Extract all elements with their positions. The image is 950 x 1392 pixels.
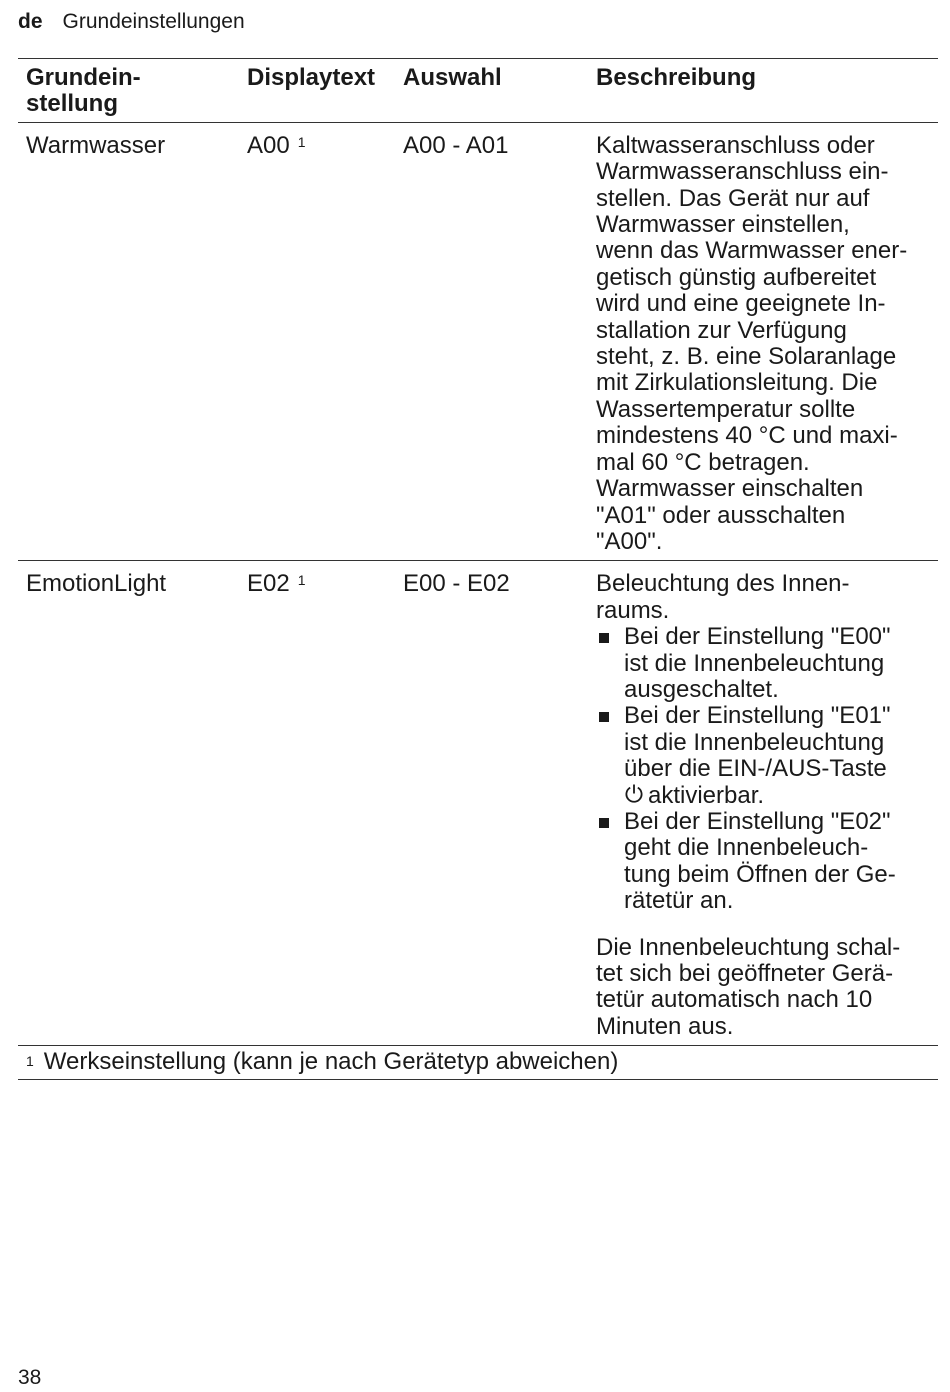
column-header-description-label: Beschreibung [596, 64, 757, 91]
selection-range: A00 - A01 [403, 131, 509, 159]
table-footnote [18, 1045, 938, 1079]
footnote-text: Werkseinstellung (kann je nach Gerätetyp abweichen) [43, 1048, 619, 1076]
description-note: Die Innenbeleuchtung schal- tet sich bei geöffneter Gerä- tetür automatisch nach 10 Minuten aus. [596, 933, 901, 1040]
power-icon [624, 783, 644, 805]
settings-table [18, 58, 938, 1080]
column-header-description [596, 59, 936, 122]
column-header-display: Displaytext [247, 64, 376, 91]
bullet-square-icon [599, 818, 609, 828]
description-cell [596, 561, 936, 1045]
page-number: 38 [18, 1366, 42, 1389]
bullet-square-icon [599, 712, 609, 722]
footnote-marker: 1 [297, 133, 306, 150]
list-item-text: Bei der Einstellung "E00" ist die Innenbeleuchtung ausgeschaltet. [624, 623, 891, 703]
column-header-setting: Grundein- stellung [26, 64, 141, 118]
list-item [596, 624, 936, 703]
display-text [247, 561, 397, 597]
list-item [596, 703, 936, 809]
selection-range: E00 - E02 [403, 570, 510, 598]
table-header-row [18, 58, 938, 122]
display-text [247, 123, 397, 159]
description-cell [596, 123, 936, 561]
description-text: Kaltwasseranschluss oder Warmwasseranschluss ein- stellen. Das Gerät nur auf Warmwasser einstellen, wenn das Warmwasser ener- getisch günstig aufbereitet wird und eine geeignete In- stallation zur Verfügung steht, z. B. eine Solaranlage mit Zirkulationsleitung. Die Wassertemperatur sollte mindestens 40 °C und maxi- mal 60 °C betragen. Warmwasser einschalten "A01" oder ausschalten "A00". [596, 131, 908, 555]
list-item-text: Bei der Einstellung "E02" geht die Innenbeleuch- tung beim Öffnen der Ge- rätetür an. [624, 807, 896, 915]
table-row [18, 122, 938, 561]
display-value: A00 [247, 131, 290, 159]
list-item [596, 809, 936, 915]
display-value: E02 [247, 570, 290, 598]
setting-name: EmotionLight [26, 570, 167, 598]
list-item-text-tail: aktivierbar. [648, 781, 765, 809]
page-header [18, 8, 245, 36]
table-row [18, 560, 938, 1045]
description-intro: Beleuchtung des Innen- raums. [596, 570, 850, 624]
column-header-selection: Auswahl [403, 64, 502, 91]
setting-name: Warmwasser [26, 131, 166, 159]
footnote-marker: 1 [26, 1053, 34, 1070]
language-code: de [18, 10, 43, 33]
footnote-marker: 1 [297, 572, 306, 589]
bullet-square-icon [599, 633, 609, 643]
list-item-text: Bei der Einstellung "E01" ist die Innenbeleuchtung über die EIN-/AUS-Taste [624, 702, 891, 783]
section-title: Grundeinstellungen [62, 10, 245, 33]
bullet-list [596, 624, 936, 914]
